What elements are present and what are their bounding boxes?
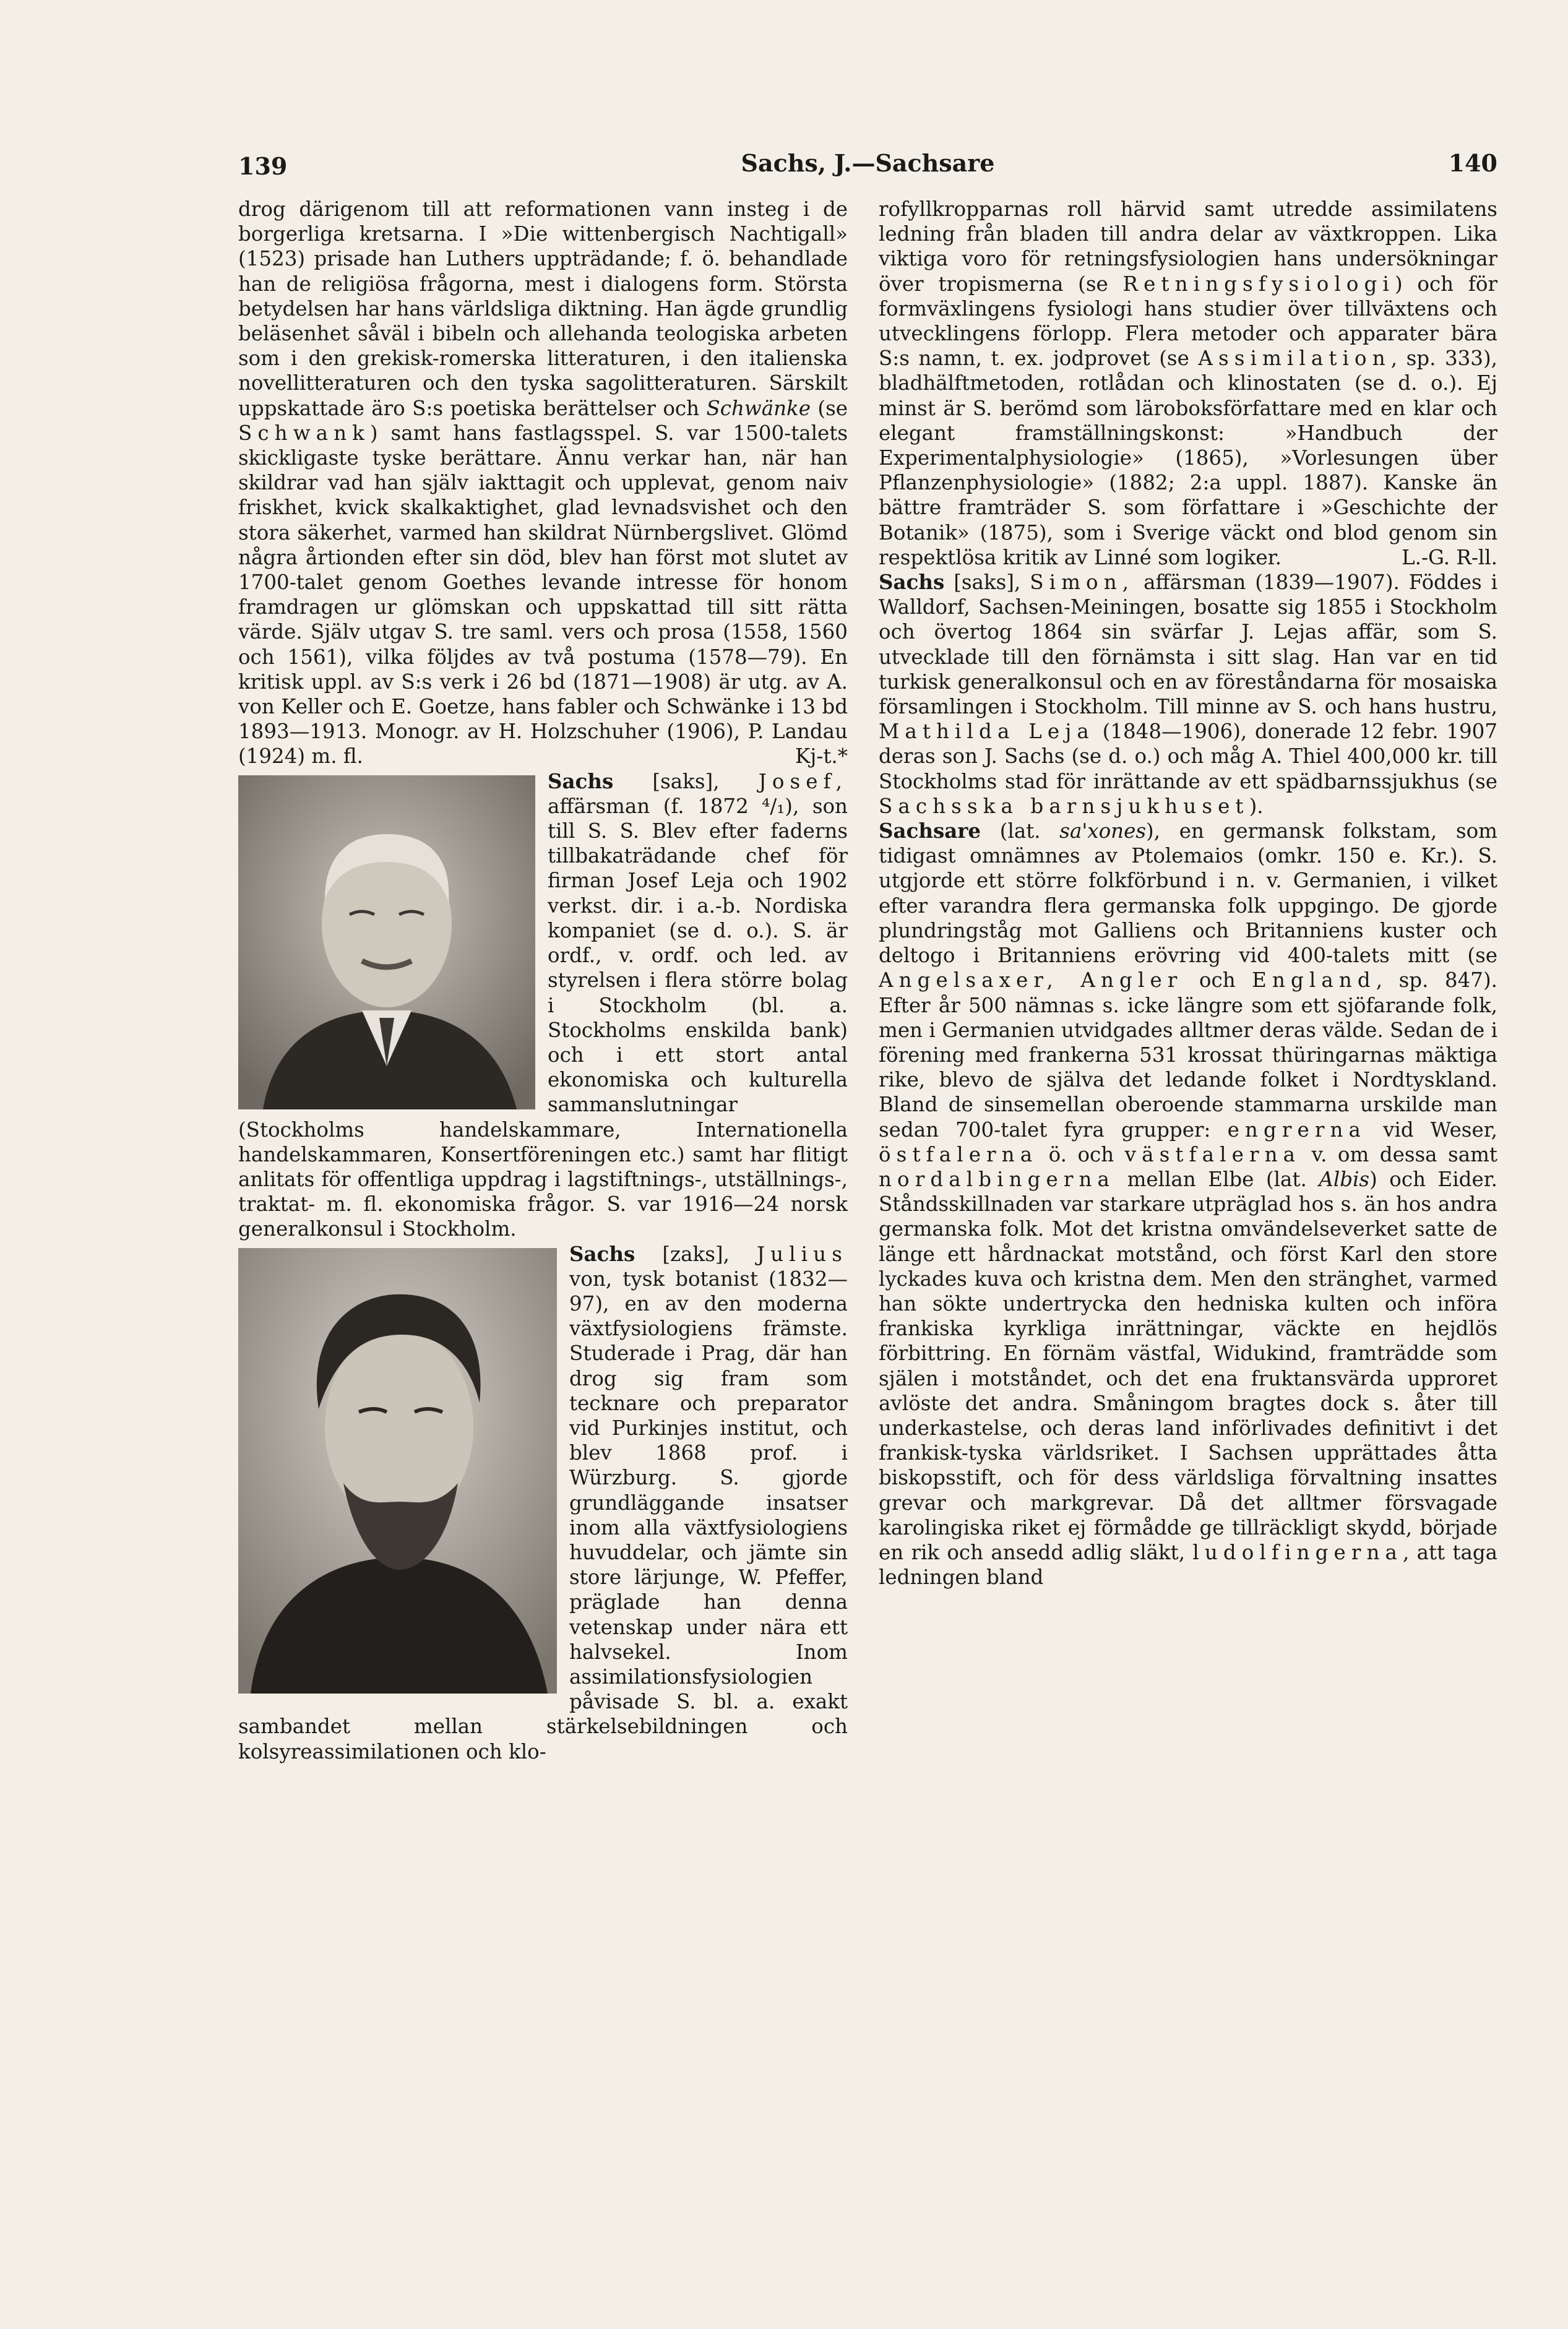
page-header bbox=[238, 146, 1497, 183]
left-column bbox=[238, 197, 848, 2257]
portrait-julius-sachs bbox=[238, 1248, 557, 1694]
running-head: Sachs, J.—Sachsare bbox=[741, 149, 995, 177]
entry-josef-sachs: Sachs [saks], Josef, affärsman (f. 1872 ⁴/₁), son till S. S. Blev efter faderns tillbakaträdande chef för firman Josef Leja och 1902 verkst. dir. i a.-b. Nordiska kompaniet (se d. o.). S. är ordf., v. ordf. och led. av styrelsen i flera större bolag i Stockholm (bl. a. Stockholms enskilda bank) och i ett stort antal ekonomiska och kulturella sammanslutningar (Stockholms handelskammare, Internationella handelskammaren, Konsertföreningen etc.) samt har flitigt anlitats för offentliga uppdrag i lagstiftnings-, utställnings-, traktat- m. fl. ekonomiska frågor. S. var 1916—24 norsk generalkonsul i Stockholm. bbox=[238, 768, 848, 1241]
portrait-josef-sachs bbox=[238, 775, 535, 1109]
entry-simon-sachs: Sachs [saks], Simon, affärsman (1839—1907). Föddes i Walldorf, Sachsen-Meiningen, bosatte sig 1855 i Stockholm och övertog 1864 sin svärfar J. Lejas affär, som S. utvecklade till den förnämsta i sitt slag. Han var en tid turkisk generalkonsul och en av föreståndarna för mosaiska församlingen i Stockholm. Till minne av S. och hans hustru, Mathilda Leja (1848—1906), donerade 12 febr. 1907 deras son J. Sachs (se d. o.) och måg A. Thiel 400,000 kr. till Stockholms stad för inrättande av ett spädbarnssjukhus (se Sachsska barnsjukhuset). bbox=[879, 570, 1497, 818]
right-column bbox=[879, 197, 1497, 2257]
page-number-right: 140 bbox=[1448, 149, 1497, 177]
author-signature: L.-G. R-ll. bbox=[1402, 545, 1497, 569]
author-signature: Kj-t.* bbox=[795, 744, 848, 768]
page-number-left: 139 bbox=[238, 152, 288, 180]
julius-sachs-continuation: rofyllkropparnas roll härvid samt utredde assimilatens ledning från bladen till andra delar av växtkroppen. Lika viktiga voro för retningsfysiologien hans undersökningar över tropismerna (se Retningsfysiologi) och för formväxlingens fysiologi hans studier över tillväxtens och utvecklingens förlopp. Flera metoder och apparater bära S:s namn, t. ex. jodprovet (se Assimilation, sp. 333), bladhälftmetoden, rotlådan och klinostaten (se d. o.). Ej minst är S. berömd som läroboksförfattare med en klar och elegant framställningskonst: »Handbuch der Experimentalphysiologie» (1865), »Vorlesungen über Pflanzenphysiologie» (1882; 2:a uppl. 1887). Kanske än bättre framträder S. som författare i »Geschichte der Botanik» (1875), som i Sverige väckt ond blod genom sin respektlösa kritik av Linné som logiker. L.-G. R-ll. bbox=[879, 197, 1497, 569]
entry-julius-sachs: Sachs [zaks], Julius von, tysk botanist (1832—97), en av den moderna växtfysiologiens främste. Studerade i Prag, där han drog sig fram som tecknare och preparator vid Purkinjes institut, och blev 1868 prof. i Würzburg. S. gjorde grundläggande insatser inom alla växtfysiologiens huvuddelar, och jämte sin store lärjunge, W. Pfeffer, präglade han denna vetenskap under nära ett halvsekel. Inom assimilationsfysiologien påvisade S. bl. a. exakt sambandet mellan stärkelsebildningen och kolsyreassimilationen och klo- bbox=[238, 1241, 848, 1763]
hans-sachs-continuation: drog därigenom till att reformationen vann insteg i de borgerliga kretsarna. I »Die wittenbergisch Nachtigall» (1523) prisade han Luthers uppträdande; f. ö. behandlade han de religiösa frågorna, mest i dialogens form. Största betydelsen har hans världsliga diktning. Han ägde grundlig beläsenhet såväl i bibeln och allehanda teologiska arbeten som i den grekisk-romerska litteraturen, i den italienska novellitteraturen och den tyska sagolitteraturen. Särskilt uppskattade äro S:s poetiska berättelser och Schwänke (se Schwank) samt hans fastlagsspel. S. var 1500-talets skickligaste tyske berättare. Ännu verkar han, när han skildrar vad han själv iakttagit och upplevat, genom naiv friskhet, kvick skalkaktighet, glad levnadsvishet och den stora säkerhet, varmed han skildrat Nürnbergslivet. Glömd några årtionden efter sin död, blev han först mot slutet av 1700-talet genom Goethes levande intresse för honom framdragen ur glömskan och uppskattad till sitt rätta värde. Själv utgav S. tre saml. vers och prosa (1558, 1560 och 1561), vilka följdes av två postuma (1578—79). En kritisk uppl. av S:s verk i 26 bd (1871—1908) är utg. av A. von Keller och E. Goetze, hans fabler och Schwänke i 13 bd 1893—1913. Monogr. av H. Holzschuher (1906), P. Landau (1924) m. fl. Kj-t.* bbox=[238, 197, 848, 768]
entry-sachsare: Sachsare (lat. sa'xones), en germansk folkstam, som tidigast omnämnes av Ptolemaios (omkr. 150 e. Kr.). S. utgjorde ett större folkförbund i n. v. Germanien, i vilket efter varandra flera germanska folk uppgingo. De gjorde plundringståg mot Galliens och Britanniens kuster och deltogo i Britanniens erövring vid 400-talets mitt (se Angelsaxer, Angler och England, sp. 847). Efter år 500 nämnas s. icke längre som ett sjöfarande folk, men i Germanien utvidgades alltmer deras välde. Sedan de i förening med frankerna 531 krossat thüringarnas mäktiga rike, blevo de själva det ledande folket i Nordtyskland. Bland de sinsemellan oberoende stammarna urskilde man sedan 700-talet fyra grupper: engrerna vid Weser, östfalerna ö. och västfalerna v. om dessa samt nordalbingerna mellan Elbe (lat. Albis) och Eider. Ståndsskillnaden var starkare utpräglad hos s. än hos andra germanska folk. Mot det kristna omvändelseverket satte de länge ett hårdnackat motstånd, och först Karl den store lyckades kuva och kristna dem. Men den stränghet, varmed han sökte undertrycka den hedniska kulten och införa frankiska kyrkliga inrättningar, väckte en hejdlös förbittring. En förnäm västfal, Widukind, framträdde som själen i motståndet, och det ena fruktansvärda upproret avlöste det andra. Småningom bragtes dock s. åter till underkastelse, och deras land införlivades definitivt i det frankisk-tyska världsriket. I Sachsen upprättades åtta biskopsstift, och för dess världsliga förvaltning insattes grevar och markgrevar. Då det alltmer försvagade karolingiska riket ej förmådde ge tillräckligt skydd, började en rik och ansedd adlig släkt, ludolfingerna, att taga ledningen bland bbox=[879, 819, 1497, 1590]
